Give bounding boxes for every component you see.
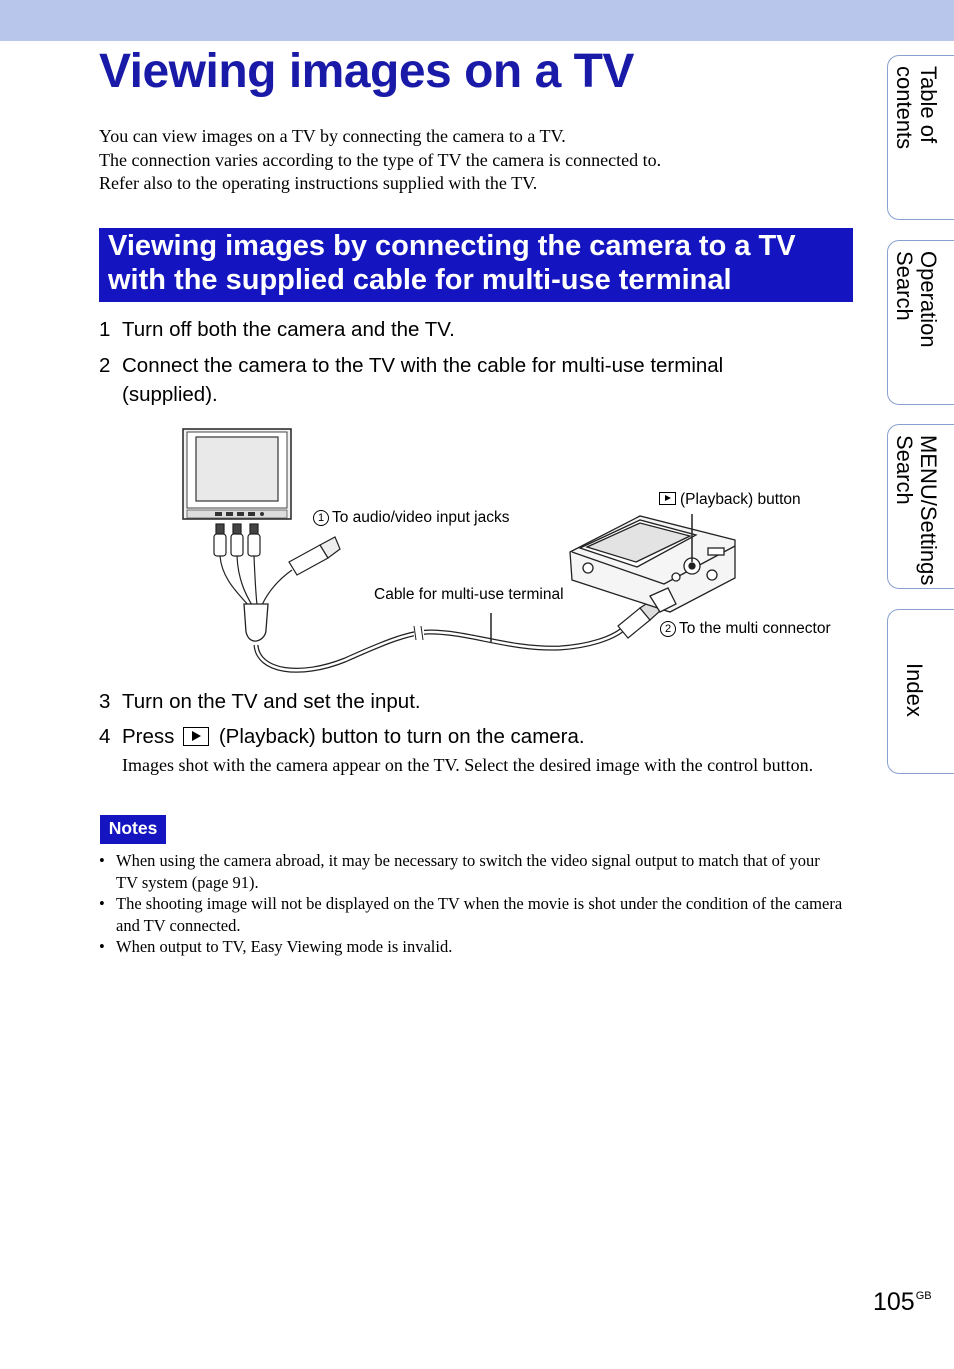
step-number: 3 bbox=[99, 690, 111, 713]
playback-icon bbox=[659, 492, 676, 505]
section-heading-line: with the supplied cable for multi-use terminal bbox=[108, 264, 732, 296]
usb-plug bbox=[262, 537, 340, 605]
tab-operation-search[interactable]: Operation Search bbox=[887, 240, 954, 405]
step-number: 2 bbox=[99, 354, 111, 377]
step-4-detail: Images shot with the camera appear on the TV. Select the desired image with the control button. bbox=[122, 755, 814, 775]
cable-junction bbox=[244, 604, 268, 641]
step-text: Connect the camera to the TV with the cable for multi-use terminal (supplied). bbox=[122, 354, 724, 406]
list-item: • When output to TV, Easy Viewing mode is invalid. bbox=[99, 937, 453, 956]
step-text: Turn off both the camera and the TV. bbox=[122, 318, 455, 341]
label-cable: Cable for multi-use terminal bbox=[374, 586, 564, 603]
notes-label: Notes bbox=[100, 815, 166, 844]
playback-icon bbox=[183, 727, 209, 746]
tab-menu-settings-search[interactable]: MENU/Settings Search bbox=[887, 424, 954, 589]
label-av-jacks: 1 To audio/video input jacks bbox=[313, 509, 510, 527]
step-text: Press (Playback) button to turn on the camera. bbox=[122, 725, 585, 748]
multi-use-cable bbox=[256, 630, 622, 670]
intro-line: Refer also to the operating instructions supplied with the TV. bbox=[99, 173, 538, 193]
tv-illustration bbox=[183, 429, 291, 519]
notes-list bbox=[99, 850, 844, 958]
step-text: Turn on the TV and set the input. bbox=[122, 690, 421, 713]
tab-index[interactable]: Index bbox=[887, 609, 954, 774]
list-item: • The shooting image will not be displayed on the TV when the movie is shot under the condition of the camera and TV connected. bbox=[99, 894, 843, 935]
step-number: 1 bbox=[99, 318, 111, 341]
page-number: $105^{GB}$ bbox=[873, 1288, 932, 1316]
intro-line: The connection varies according to the type of TV the camera is connected to. bbox=[99, 149, 662, 170]
label-multi-connector: 2 To the multi connector bbox=[660, 620, 831, 638]
av-plugs bbox=[214, 524, 260, 605]
circled-number-icon: 2 bbox=[660, 621, 676, 637]
intro-line: You can view images on a TV by connecting the camera to a TV. bbox=[99, 126, 566, 146]
tab-table-of-contents[interactable]: Table of contents bbox=[887, 55, 954, 220]
label-playback-button: (Playback) button bbox=[659, 491, 801, 509]
camera-illustration bbox=[570, 516, 735, 612]
list-item: • When using the camera abroad, it may be necessary to switch the video signal output to match that of your TV system (page 91). bbox=[99, 851, 820, 892]
section-heading-line: Viewing images by connecting the camera to a TV bbox=[108, 230, 796, 262]
step-number: 4 bbox=[99, 725, 111, 748]
circled-number-icon: 1 bbox=[313, 510, 329, 526]
page-title: Viewing images on a TV bbox=[99, 45, 634, 98]
